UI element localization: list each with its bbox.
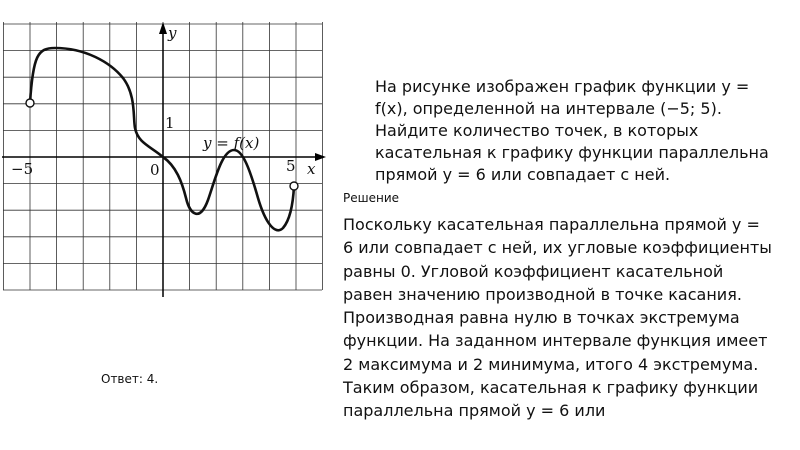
right-open-endpoint	[290, 182, 298, 190]
tick-label-zero: 0	[150, 161, 160, 179]
problem-text: На рисунке изображен график функции y = f(x), определенной на интервале (−5; 5). Найдите количество точек, в которых касательная к графику функции параллельна прямой y = 6 или совпадает с ней.	[375, 77, 769, 184]
function-graph	[0, 0, 330, 300]
x-axis-arrow	[315, 153, 326, 161]
tick-label-one: 1	[165, 114, 175, 132]
solution-text: Поскольку касательная параллельна прямой y = 6 или совпадает с ней, их угловые коэффициенты равны 0. Угловой коэффициент касательной равен значению производной в точке касания. Производная равна нулю в точках экстремума функции. На заданном интервале функция имеет 2 максимума и 2 минимума, итого 4 экстремума. Таким образом, касательная к графику функции параллельна прямой y = 6 или	[343, 215, 772, 421]
graph-svg	[0, 0, 330, 300]
answer-text: Ответ: 4.	[101, 372, 159, 386]
function-label: y = f(x)	[203, 134, 260, 152]
left-open-endpoint	[26, 99, 34, 107]
tick-label-five: 5	[286, 157, 296, 175]
tick-label-minus5: −5	[11, 160, 34, 178]
solution-heading: Решение	[343, 191, 400, 205]
x-axis-label: x	[307, 160, 316, 178]
y-axis-label: y	[168, 24, 177, 42]
